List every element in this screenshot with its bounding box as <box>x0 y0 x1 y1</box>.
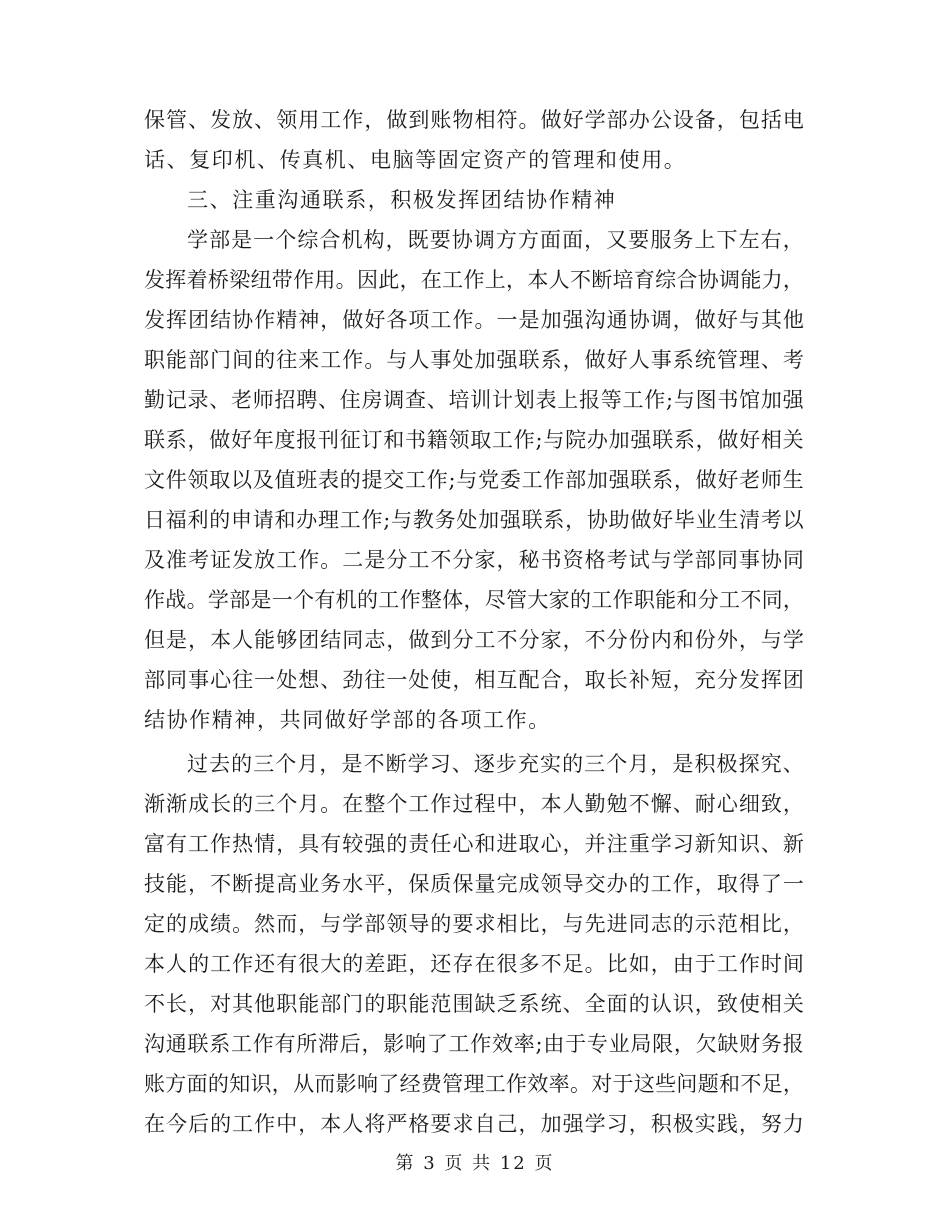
text-line: 作 战 。 学 部 是 一 个 有 机 的 工 作 整 体 ， 尽 管 大 家 的 工 作 职 能 和 分 工 不 同 ， <box>144 588 804 612</box>
section-heading: 三、注重沟通联系，积极发挥团结协作精神 <box>187 188 617 212</box>
text-line: 日 福 利 的 申 请 和 办 理 工 作 ; 与 教 务 处 加 强 联 系 ， 协 助 做 好 毕 业 生 清 考 以 <box>144 508 804 532</box>
text-line: 保 管 、 发 放 、 领 用 工 作 ， 做 到 账 物 相 符 。 做 好 学 部 办 公 设 备 ， 包 括 电 <box>144 108 804 132</box>
body-text <box>144 100 804 1144</box>
text-line: 过 去 的 三 个 月 ， 是 不 断 学 习 、 逐 步 充 实 的 三 个 月 ， 是 积 极 探 究 、 <box>187 752 804 776</box>
text-line: 联 系 ， 做 好 年 度 报 刊 征 订 和 书 籍 领 取 工 作 ; 与 院 办 加 强 联 系 ， 做 好 相 关 <box>144 428 804 452</box>
text-line: 沟 通 联 系 工 作 有 所 滞 后 ， 影 响 了 工 作 效 率 ; 由 于 专 业 局 限 ， 欠 缺 财 务 报 <box>144 1032 804 1056</box>
text-line: 技 能 ， 不 断 提 高 业 务 水 平 ， 保 质 保 量 完 成 领 导 交 办 的 工 作 ， 取 得 了 一 <box>144 872 804 896</box>
text-line: 在 今 后 的 工 作 中 ， 本 人 将 严 格 要 求 自 己 ， 加 强 学 习 ， 积 极 实 践 ， 努 力 <box>144 1112 804 1136</box>
text-line: 话、复印机、传真机、电脑等固定资产的管理和使用。 <box>144 148 687 172</box>
text-line: 勤 记 录 、 老 师 招 聘 、 住 房 调 查 、 培 训 计 划 表 上 报 等 工 作 ; 与 图 书 馆 加 强 <box>144 388 804 412</box>
text-line: 发 挥 团 结 协 作 精 神 ， 做 好 各 项 工 作 。 一 是 加 强 沟 通 协 调 ， 做 好 与 其 他 <box>144 308 804 332</box>
page-number-footer: 第 3 页 共 12 页 <box>395 1153 555 1174</box>
text-line: 结协作精神，共同做好学部的各项工作。 <box>144 708 551 732</box>
text-line: 富 有 工 作 热 情 ， 具 有 较 强 的 责 任 心 和 进 取 心 ， 并 注 重 学 习 新 知 识 、 新 <box>144 832 804 856</box>
text-line: 职 能 部 门 间 的 往 来 工 作 。 与 人 事 处 加 强 联 系 ， 做 好 人 事 系 统 管 理 、 考 <box>144 348 804 372</box>
text-line: 不 长 ， 对 其 他 职 能 部 门 的 职 能 范 围 缺 乏 系 统 、 全 面 的 认 识 ， 致 使 相 关 <box>144 992 804 1016</box>
text-line: 发 挥 着 桥 梁 纽 带 作 用 。 因 此 ， 在 工 作 上 ， 本 人 不 断 培 育 综 合 协 调 能 力 ， <box>144 268 804 292</box>
text-line: 账 方 面 的 知 识 ， 从 而 影 响 了 经 费 管 理 工 作 效 率 。 对 于 这 些 问 题 和 不 足 ， <box>144 1072 804 1096</box>
text-line: 但 是 ， 本 人 能 够 团 结 同 志 ， 做 到 分 工 不 分 家 ， 不 分 份 内 和 份 外 ， 与 学 <box>144 628 804 652</box>
text-line: 学 部 是 一 个 综 合 机 构 ， 既 要 协 调 方 方 面 面 ， 又 要 服 务 上 下 左 右 ， <box>187 228 804 252</box>
text-line: 本 人 的 工 作 还 有 很 大 的 差 距 ， 还 存 在 很 多 不 足 。 比 如 ， 由 于 工 作 时 间 <box>144 952 804 976</box>
text-line: 及 准 考 证 发 放 工 作 。 二 是 分 工 不 分 家 ， 秘 书 资 格 考 试 与 学 部 同 事 协 同 <box>144 548 804 572</box>
text-line: 部 同 事 心 往 一 处 想 、 劲 往 一 处 使 ， 相 互 配 合 ， 取 长 补 短 ， 充 分 发 挥 团 <box>144 668 804 692</box>
text-line: 定 的 成 绩 。 然 而 ， 与 学 部 领 导 的 要 求 相 比 ， 与 先 进 同 志 的 示 范 相 比 ， <box>144 912 804 936</box>
text-line: 文 件 领 取 以 及 值 班 表 的 提 交 工 作 ; 与 党 委 工 作 部 加 强 联 系 ， 做 好 老 师 生 <box>144 468 804 492</box>
text-line: 渐 渐 成 长 的 三 个 月 。 在 整 个 工 作 过 程 中 ， 本 人 勤 勉 不 懈 、 耐 心 细 致 ， <box>144 792 804 816</box>
